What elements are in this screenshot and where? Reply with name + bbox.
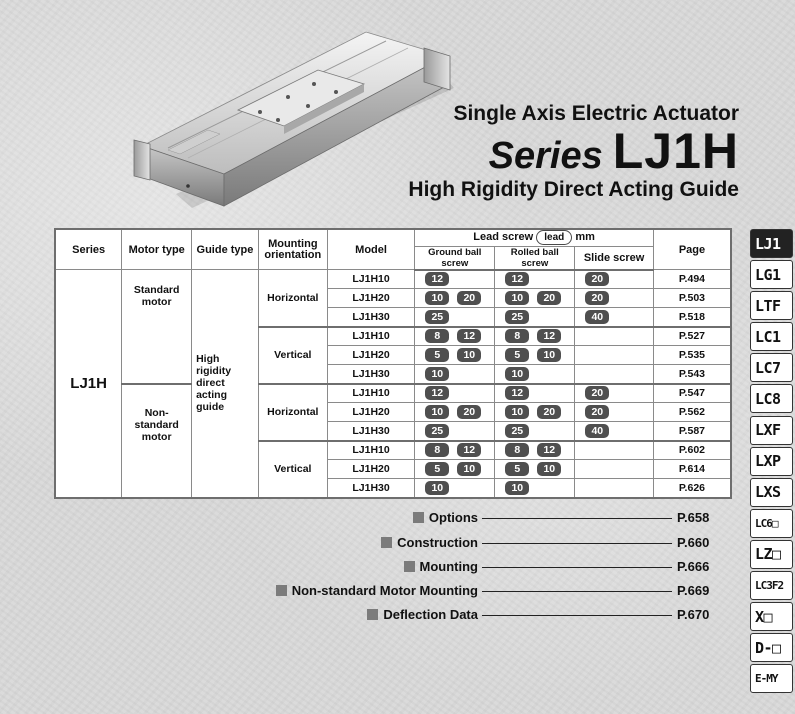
lead-value-pill: 10 (425, 291, 449, 305)
side-tab[interactable]: LXS (750, 478, 793, 507)
model-cell: LJ1H10 (327, 270, 415, 289)
bullet-square-icon (404, 561, 415, 572)
toc-row[interactable] (0, 583, 730, 601)
page-ref-cell: P.494 (653, 270, 731, 289)
lead-value-pill: 12 (457, 329, 481, 343)
page-ref-cell: P.614 (653, 460, 731, 479)
rolled-ball-screw-cell (495, 441, 575, 460)
table-row (55, 270, 731, 289)
model-cell: LJ1H20 (327, 460, 415, 479)
toc-label: Deflection Data (383, 607, 478, 622)
toc-label: Mounting (419, 559, 478, 574)
slide-screw-cell (575, 384, 654, 403)
page-ref-cell: P.626 (653, 479, 731, 498)
toc-row[interactable] (0, 510, 730, 528)
side-tab[interactable]: LC7 (750, 353, 793, 382)
slide-screw-cell (575, 479, 654, 498)
series-index-tabs (750, 229, 793, 695)
lead-value-pill: 12 (505, 272, 529, 286)
header-ground-ball-screw: Ground ball screw (415, 246, 495, 270)
lead-value-pill: 20 (537, 405, 561, 419)
rolled-ball-screw-cell (495, 403, 575, 422)
rolled-ball-screw-cell (495, 289, 575, 308)
model-cell: LJ1H30 (327, 365, 415, 384)
orientation-cell: Vertical (258, 327, 327, 384)
lead-value-pill: 5 (505, 462, 529, 476)
page-ref-cell: P.602 (653, 441, 731, 460)
ground-ball-screw-cell (415, 384, 495, 403)
side-tab[interactable]: LXF (750, 416, 793, 445)
rolled-ball-screw-cell (495, 479, 575, 498)
header-slide-screw: Slide screw (575, 246, 654, 270)
lead-value-pill: 25 (505, 310, 529, 324)
page-ref-cell: P.535 (653, 346, 731, 365)
model-cell: LJ1H20 (327, 289, 415, 308)
series-name: LJ1H (612, 123, 739, 179)
bullet-square-icon (413, 512, 424, 523)
orientation-cell: Vertical (258, 441, 327, 498)
leader-line (482, 591, 672, 592)
toc-page: P.669 (677, 583, 710, 598)
side-tab[interactable]: LC8 (750, 384, 793, 413)
lead-value-pill: 10 (457, 348, 481, 362)
lead-value-pill: 10 (425, 405, 449, 419)
lead-value-pill: 20 (457, 405, 481, 419)
rolled-ball-screw-cell (495, 346, 575, 365)
lead-value-pill: 25 (505, 424, 529, 438)
toc-page: P.666 (677, 559, 710, 574)
lead-value-pill: 20 (585, 291, 609, 305)
lead-value-pill: 5 (425, 462, 449, 476)
lead-value-pill: 10 (425, 481, 449, 495)
side-tab[interactable]: D-□ (750, 633, 793, 662)
toc-row[interactable] (0, 607, 730, 625)
side-tab[interactable]: LXP (750, 447, 793, 476)
lead-value-pill: 12 (425, 272, 449, 286)
orientation-cell: Horizontal (258, 384, 327, 441)
page-ref-cell: P.518 (653, 308, 731, 327)
lead-value-pill: 40 (585, 424, 609, 438)
page-ref-cell: P.527 (653, 327, 731, 346)
lead-value-pill: 10 (537, 348, 561, 362)
title-subtitle: High Rigidity Direct Acting Guide (408, 178, 739, 201)
page-ref-cell: P.562 (653, 403, 731, 422)
ground-ball-screw-cell (415, 270, 495, 289)
lead-value-pill: 8 (505, 329, 529, 343)
side-tab[interactable]: LC3F2 (750, 571, 793, 600)
slide-screw-cell (575, 403, 654, 422)
ground-ball-screw-cell (415, 327, 495, 346)
lead-value-pill: 8 (505, 443, 529, 457)
page-ref-cell: P.543 (653, 365, 731, 384)
page-ref-cell: P.587 (653, 422, 731, 441)
slide-screw-cell (575, 270, 654, 289)
lead-value-pill: 10 (505, 405, 529, 419)
toc-row[interactable] (0, 559, 730, 577)
lead-value-pill: 10 (505, 367, 529, 381)
side-tab[interactable]: LC1 (750, 322, 793, 351)
bullet-square-icon (381, 537, 392, 548)
table-row (55, 384, 731, 403)
header-motor-type: Motor type (122, 229, 192, 270)
header-series: Series (55, 229, 122, 270)
slide-screw-cell (575, 308, 654, 327)
ground-ball-screw-cell (415, 365, 495, 384)
leader-line (482, 615, 672, 616)
header-lead-screw (415, 229, 654, 246)
leader-line (482, 543, 672, 544)
toc-page: P.670 (677, 607, 710, 622)
model-selection-table (54, 228, 732, 499)
lead-screw-prefix: Lead screw (473, 231, 534, 244)
lead-value-pill: 20 (585, 272, 609, 286)
lead-value-pill: 20 (585, 405, 609, 419)
model-cell: LJ1H30 (327, 479, 415, 498)
page-ref-cell: P.503 (653, 289, 731, 308)
toc-page: P.658 (677, 510, 710, 525)
leader-line (482, 518, 672, 519)
side-tab[interactable]: E-MY (750, 664, 793, 693)
lead-value-pill: 20 (585, 386, 609, 400)
lead-screw-unit: mm (575, 231, 595, 244)
side-tab[interactable]: LG1 (750, 260, 793, 289)
model-cell: LJ1H30 (327, 422, 415, 441)
slide-screw-cell (575, 441, 654, 460)
rolled-ball-screw-cell (495, 308, 575, 327)
title-main: Single Axis Electric Actuator (453, 102, 739, 125)
side-tab[interactable]: LJ1 (750, 229, 793, 258)
title-series (488, 123, 739, 179)
lead-value-pill: 5 (505, 348, 529, 362)
lead-value-pill: 8 (425, 443, 449, 457)
ground-ball-screw-cell (415, 441, 495, 460)
lead-chip: lead (536, 230, 572, 245)
header-mounting-orientation: Mounting orientation (258, 229, 327, 270)
side-tab[interactable]: LC6□ (750, 509, 793, 538)
leader-line (482, 567, 672, 568)
lead-value-pill: 10 (425, 367, 449, 381)
lead-value-pill: 8 (425, 329, 449, 343)
rolled-ball-screw-cell (495, 460, 575, 479)
lead-value-pill: 20 (537, 291, 561, 305)
toc-label: Options (428, 510, 478, 525)
toc-page: P.660 (677, 535, 710, 550)
table-row (55, 308, 731, 327)
toc-row[interactable] (0, 535, 730, 553)
motor-type-cell: Non-standard motor (122, 384, 192, 498)
rolled-ball-screw-cell (495, 422, 575, 441)
rolled-ball-screw-cell (495, 365, 575, 384)
motor-type-cell: Standard motor (122, 270, 192, 308)
bullet-square-icon (367, 609, 378, 620)
model-cell: LJ1H20 (327, 346, 415, 365)
rolled-ball-screw-cell (495, 327, 575, 346)
side-tab[interactable]: LZ□ (750, 540, 793, 569)
lead-value-pill: 25 (425, 310, 449, 324)
model-cell: LJ1H10 (327, 384, 415, 403)
lead-value-pill: 12 (505, 386, 529, 400)
header-page: Page (653, 229, 731, 270)
slide-screw-cell (575, 346, 654, 365)
slide-screw-cell (575, 422, 654, 441)
lead-value-pill: 10 (537, 462, 561, 476)
header-rolled-ball-screw: Rolled ball screw (495, 246, 575, 270)
model-cell: LJ1H10 (327, 441, 415, 460)
table-body (55, 270, 731, 498)
toc-label: Construction (397, 535, 478, 550)
lead-value-pill: 5 (425, 348, 449, 362)
rolled-ball-screw-cell (495, 384, 575, 403)
model-cell: LJ1H30 (327, 308, 415, 327)
lead-value-pill: 12 (537, 329, 561, 343)
side-tab[interactable]: X□ (750, 602, 793, 631)
ground-ball-screw-cell (415, 460, 495, 479)
bullet-square-icon (276, 585, 287, 596)
toc-label: Non-standard Motor Mounting (291, 583, 478, 598)
ground-ball-screw-cell (415, 346, 495, 365)
lead-value-pill: 20 (457, 291, 481, 305)
ground-ball-screw-cell (415, 422, 495, 441)
lead-value-pill: 10 (505, 291, 529, 305)
ground-ball-screw-cell (415, 403, 495, 422)
slide-screw-cell (575, 460, 654, 479)
lead-value-pill: 12 (425, 386, 449, 400)
lead-value-pill: 10 (505, 481, 529, 495)
header-guide-type: Guide type (192, 229, 259, 270)
side-tab[interactable]: LTF (750, 291, 793, 320)
model-cell: LJ1H10 (327, 327, 415, 346)
series-word: Series (488, 135, 603, 177)
slide-screw-cell (575, 365, 654, 384)
lead-value-pill: 25 (425, 424, 449, 438)
header-model: Model (327, 229, 415, 270)
lead-value-pill: 12 (537, 443, 561, 457)
series-cell: LJ1H (55, 270, 122, 498)
lead-value-pill: 12 (457, 443, 481, 457)
ground-ball-screw-cell (415, 479, 495, 498)
ground-ball-screw-cell (415, 289, 495, 308)
lead-value-pill: 40 (585, 310, 609, 324)
orientation-cell: Horizontal (258, 270, 327, 327)
guide-type-cell: High rigidity direct acting guide (192, 270, 259, 498)
model-cell: LJ1H20 (327, 403, 415, 422)
lead-value-pill: 10 (457, 462, 481, 476)
rolled-ball-screw-cell (495, 270, 575, 289)
slide-screw-cell (575, 327, 654, 346)
ground-ball-screw-cell (415, 308, 495, 327)
page-ref-cell: P.547 (653, 384, 731, 403)
slide-screw-cell (575, 289, 654, 308)
